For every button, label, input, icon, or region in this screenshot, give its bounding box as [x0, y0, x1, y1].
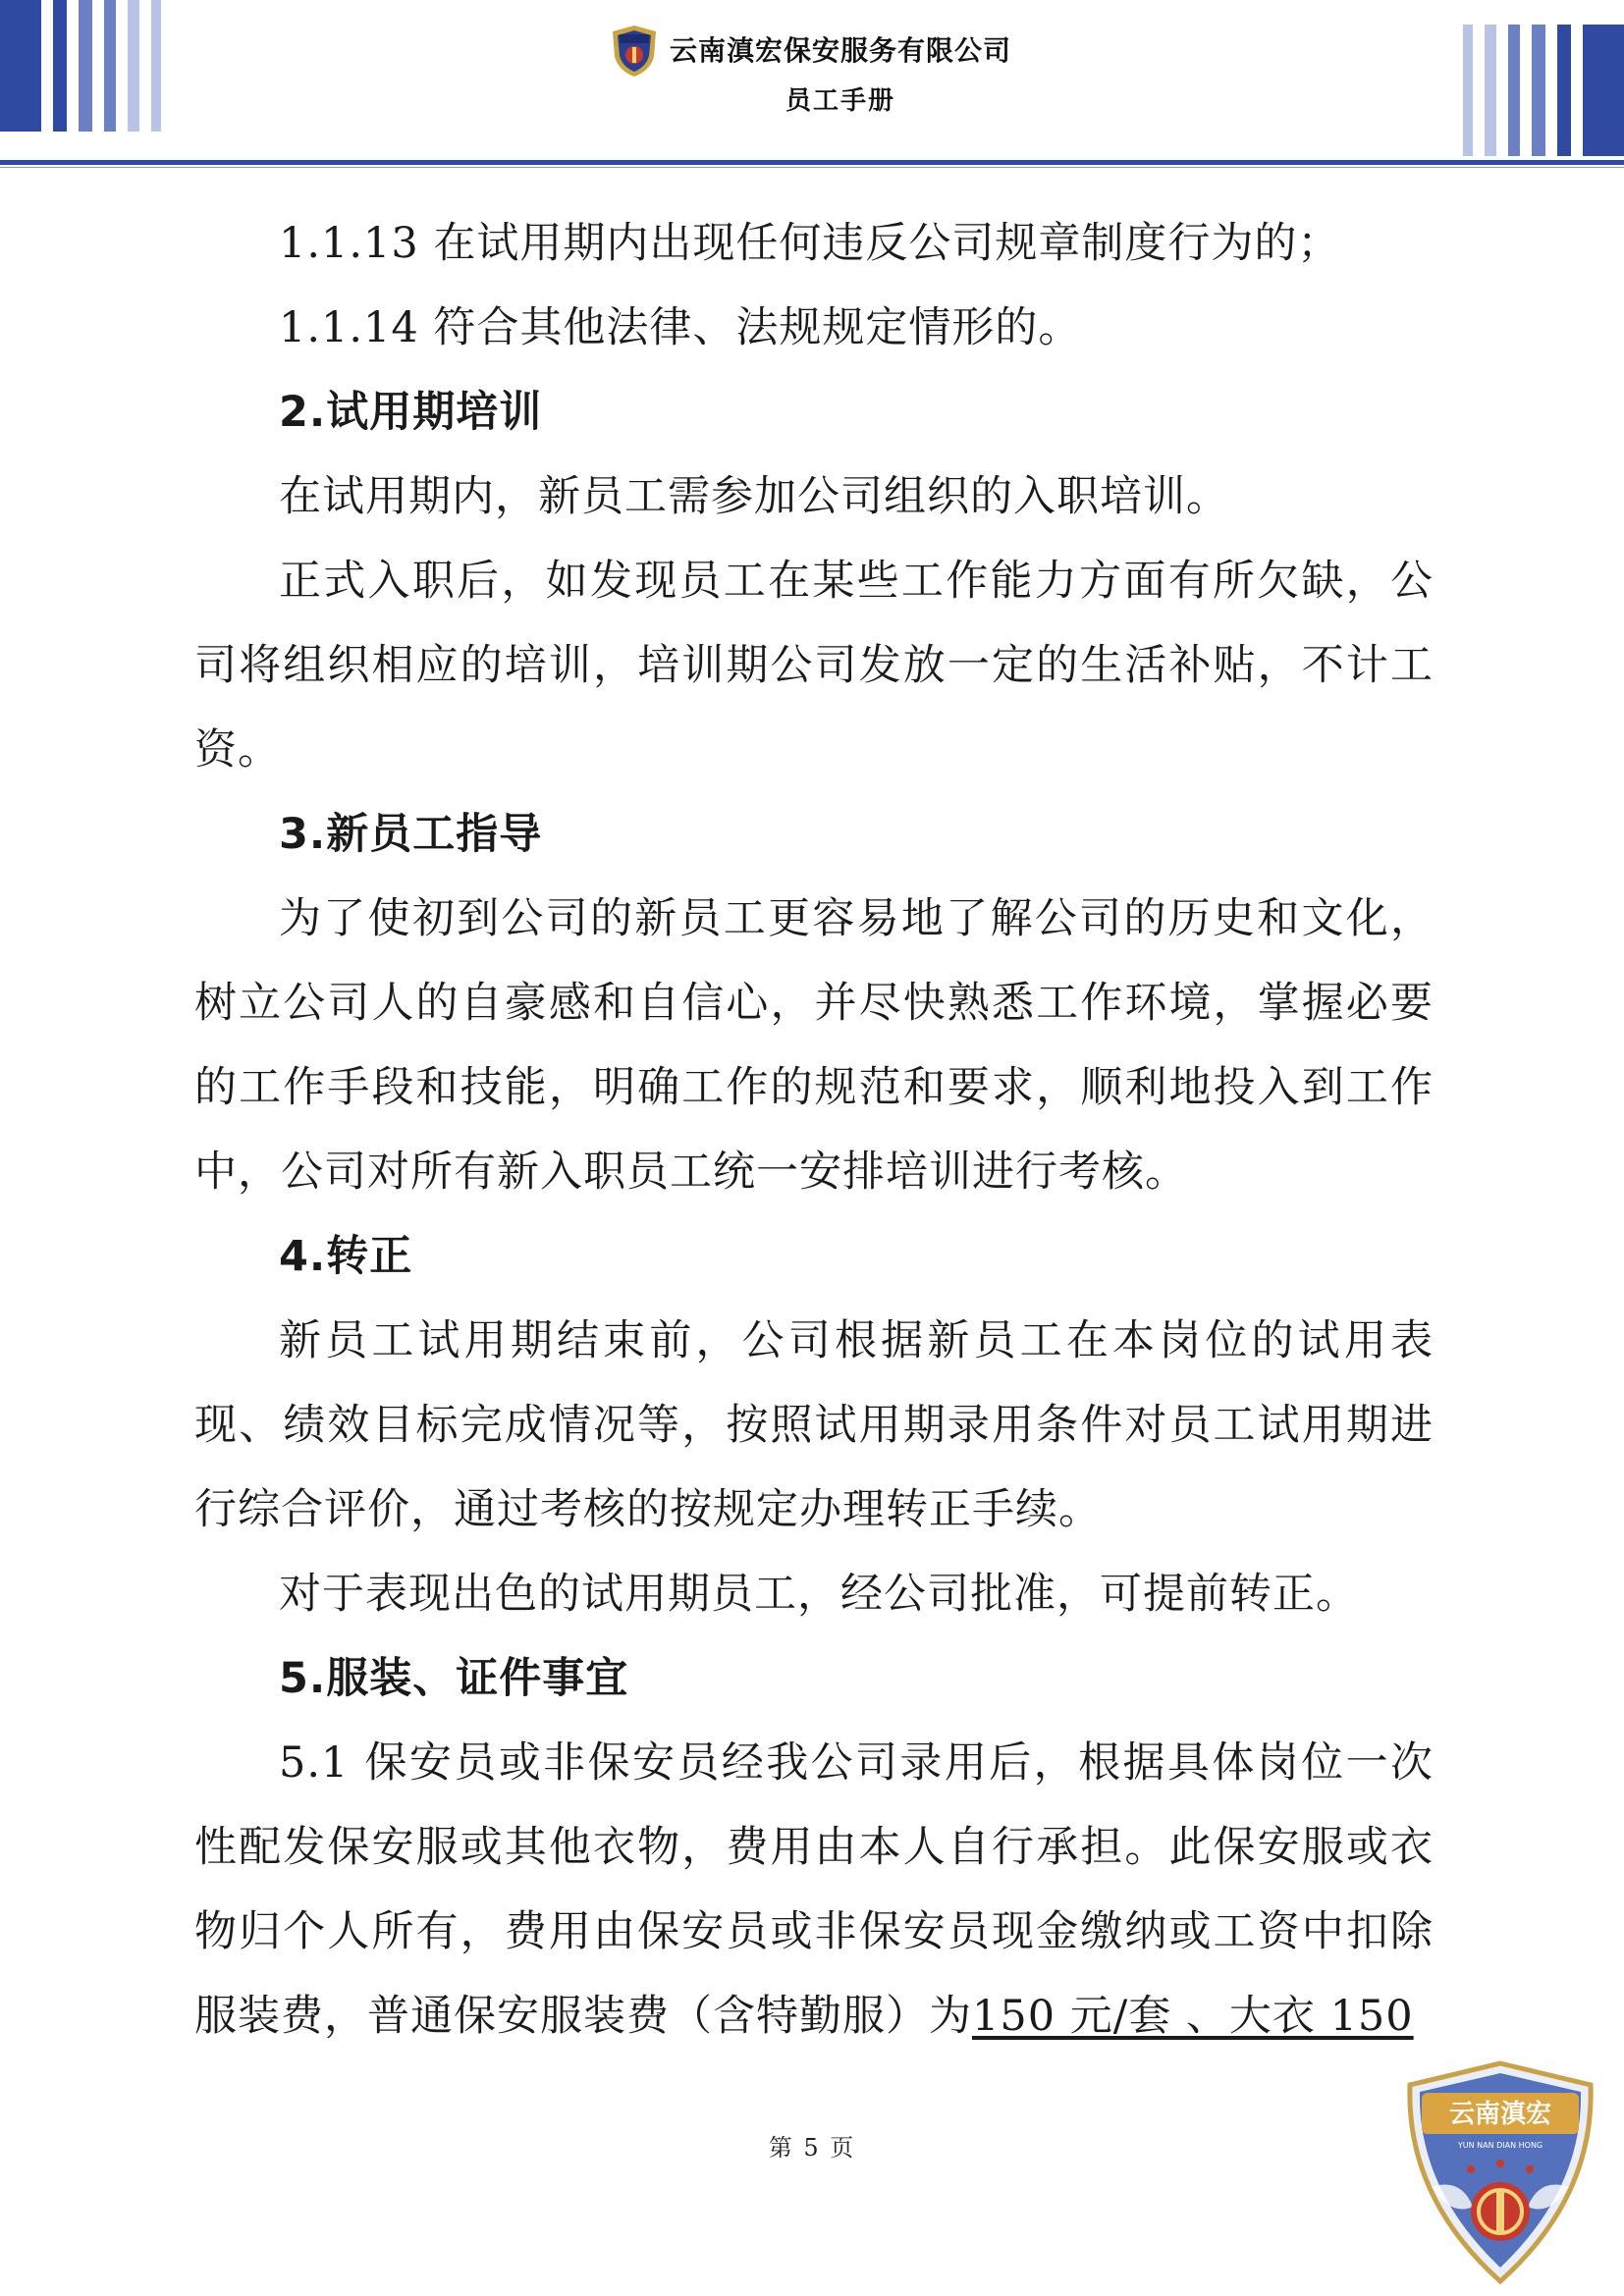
paragraph: 新员工试用期结束前，公司根据新员工在本岗位的试用表现、绩效目标完成情况等，按照试用期录用条件对员工试用期进行综合评价，通过考核的按规定办理转正手续。 — [194, 1316, 1434, 1534]
stripe — [151, 0, 161, 132]
header-stripes-right — [1463, 25, 1624, 156]
stripe — [1583, 25, 1624, 156]
paragraph: 对于表现出色的试用期员工，经公司批准，可提前转正。 — [279, 1570, 1359, 1619]
company-name: 云南滇宏保安服务有限公司 — [670, 34, 1012, 67]
underlined-price: 150 元/套 、大衣 150 — [972, 1992, 1414, 2041]
section-heading: 4.转正 — [279, 1232, 413, 1281]
page-header — [0, 0, 1624, 169]
section-heading: 5.服装、证件事宜 — [279, 1654, 629, 1703]
stripe — [104, 0, 116, 132]
header-divider-thin — [0, 167, 1624, 168]
company-shield-logo-icon — [609, 24, 660, 79]
paragraph: 1.1.14 符合其他法律、法规规定情形的。 — [279, 303, 1082, 352]
section-heading: 3.新员工指导 — [279, 810, 543, 859]
stripe — [1532, 25, 1545, 156]
stripe — [128, 0, 139, 132]
header-divider — [0, 160, 1624, 165]
badge-subtext: YUN NAN DIAN HONG — [1457, 2141, 1543, 2150]
badge-text: 云南滇宏 — [1448, 2100, 1552, 2129]
stripe — [53, 0, 67, 132]
paragraph: 为了使初到公司的新员工更容易地了解公司的历史和文化，树立公司人的自豪感和自信心，并尽快熟悉工作环境，掌握必要的工作手段和技能，明确工作的规范和要求，顺利地投入到工作中，公司对所有新入职员工统一安排培训进行考核。 — [194, 894, 1434, 1197]
header-stripes-left — [0, 0, 161, 132]
paragraph: 在试用期内，新员工需参加公司组织的入职培训。 — [279, 472, 1229, 521]
page-body — [194, 201, 1434, 2058]
stripe — [1557, 25, 1571, 156]
section-heading: 2.试用期培训 — [279, 388, 543, 437]
paragraph-text: 5.1 保安员或非保安员经我公司录用后，根据具体岗位一次性配发保安服或其他衣物，费用由本人自行承担。此保安服或衣物归个人所有，费用由保安员或非保安员现金缴纳或工资中扣除服装费，普通保安服装费（含特勤服）为 — [194, 1738, 1434, 2041]
paragraph: 正式入职后，如发现员工在某些工作能力方面有所欠缺，公司将组织相应的培训，培训期公司发放一定的生活补贴，不计工资。 — [194, 557, 1434, 774]
paragraph: 1.1.13 在试用期内出现任何违反公司规章制度行为的； — [279, 219, 1341, 268]
stripe — [1508, 25, 1520, 156]
page-number: 第 5 页 — [768, 2134, 856, 2162]
stripe — [0, 0, 41, 132]
document-title: 员工手册 — [785, 86, 896, 116]
header-brand — [609, 22, 1041, 130]
stripe — [1463, 25, 1473, 156]
paragraph — [194, 1721, 1434, 2058]
stripe — [1485, 25, 1496, 156]
stripe — [79, 0, 92, 132]
security-badge-emblem-icon — [1402, 2059, 1598, 2285]
